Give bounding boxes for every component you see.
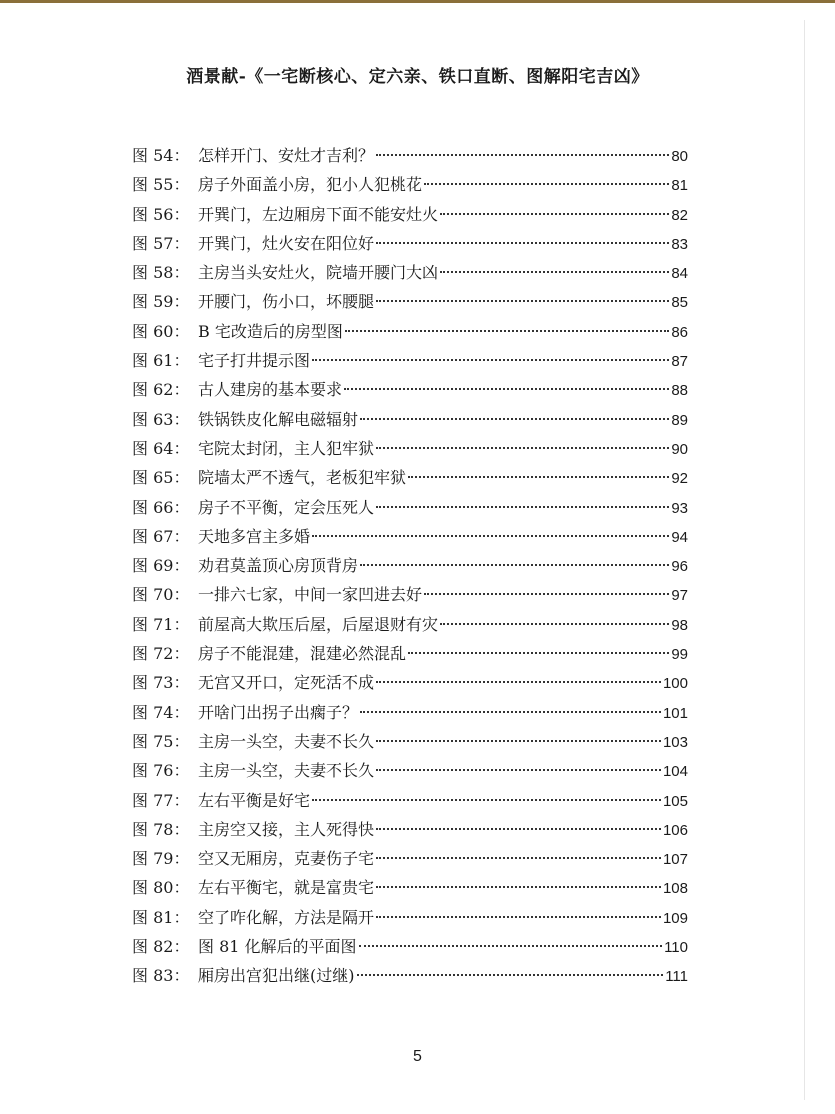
toc-entry-title: 空又无厢房，克妻伤子宅 (198, 849, 375, 869)
toc-dot-leader (424, 183, 669, 185)
toc-entry[interactable] (132, 375, 688, 404)
toc-entry-title: 开巽门，左边厢房下面不能安灶火 (198, 204, 439, 224)
toc-entry-title: 前屋高大欺压后屋，后屋退财有灾 (198, 614, 439, 634)
toc-entry-label: 图 55： (132, 175, 190, 195)
table-of-contents (132, 141, 688, 991)
toc-entry-page: 99 (671, 646, 688, 664)
toc-entry[interactable] (132, 551, 688, 580)
toc-entry-label: 图 67： (132, 526, 190, 546)
toc-entry-page: 98 (671, 616, 688, 634)
toc-entry-label: 图 74： (132, 702, 190, 722)
toc-entry[interactable] (132, 698, 688, 727)
toc-entry-title: 开巽门，灶火安在阳位好 (198, 233, 375, 253)
toc-entry-title: 主房当头安灶火，院墙开腰门大凶 (198, 263, 439, 283)
toc-entry-label: 图 75： (132, 731, 190, 751)
toc-entry-page: 105 (662, 792, 688, 810)
toc-entry-title: 主房一头空，夫妻不长久 (198, 761, 375, 781)
toc-entry-page: 82 (671, 206, 688, 224)
toc-entry-title: 铁锅铁皮化解电磁辐射 (198, 409, 359, 429)
toc-entry-title: 古人建房的基本要求 (198, 380, 343, 400)
toc-entry[interactable] (132, 815, 688, 844)
toc-entry-page: 110 (664, 939, 688, 957)
toc-entry-page: 80 (671, 148, 688, 165)
toc-dot-leader (440, 213, 669, 215)
toc-entry[interactable] (132, 317, 688, 346)
toc-entry[interactable] (132, 200, 688, 229)
toc-entry-page: 89 (671, 411, 688, 429)
toc-entry-label: 图 77： (132, 790, 190, 810)
toc-entry[interactable] (132, 141, 688, 170)
toc-dot-leader (376, 769, 661, 771)
toc-entry[interactable] (132, 932, 688, 961)
toc-entry[interactable] (132, 170, 688, 199)
toc-entry-label: 图 78： (132, 819, 190, 839)
page-number: 5 (413, 1048, 422, 1065)
toc-dot-leader (376, 740, 661, 742)
toc-entry[interactable] (132, 258, 688, 287)
toc-dot-leader (376, 828, 661, 830)
toc-entry-title: 主房空又接，主人死得快 (198, 819, 375, 839)
toc-entry-page: 104 (662, 763, 688, 781)
toc-entry-title: 怎样开门、安灶才吉利？ (198, 146, 375, 165)
toc-dot-leader (440, 271, 669, 273)
page-edge-shadow (804, 20, 805, 1100)
toc-entry[interactable] (132, 873, 688, 902)
toc-entry[interactable] (132, 463, 688, 492)
toc-entry-page: 84 (671, 265, 688, 283)
toc-entry-page: 93 (671, 499, 688, 517)
toc-entry-page: 107 (662, 851, 688, 869)
toc-dot-leader (376, 916, 661, 918)
toc-entry-label: 图 72： (132, 644, 190, 664)
toc-entry-title: 图 81 化解后的平面图 (198, 937, 357, 957)
toc-dot-leader (357, 974, 664, 976)
toc-dot-leader (376, 681, 661, 683)
toc-entry-label: 图 60： (132, 321, 190, 341)
toc-entry[interactable] (132, 287, 688, 316)
toc-entry-page: 83 (671, 235, 688, 253)
toc-entry-label: 图 62： (132, 380, 190, 400)
toc-dot-leader (360, 711, 661, 713)
toc-entry-label: 图 79： (132, 849, 190, 869)
toc-entry-label: 图 57： (132, 233, 190, 253)
toc-entry[interactable] (132, 434, 688, 463)
toc-entry[interactable] (132, 786, 688, 815)
toc-entry-title: 开腰门，伤小口，坏腰腿 (198, 292, 375, 312)
toc-dot-leader (376, 154, 669, 156)
toc-dot-leader (312, 359, 669, 361)
toc-entry[interactable] (132, 346, 688, 375)
toc-entry-title: 空了咋化解，方法是隔开 (198, 907, 375, 927)
toc-entry-title: 无宫又开口，定死活不成 (198, 673, 375, 693)
toc-dot-leader (440, 623, 669, 625)
toc-entry-title: 宅院太封闭，主人犯牢狱 (198, 438, 375, 458)
toc-entry-label: 图 80： (132, 878, 190, 898)
toc-dot-leader (360, 564, 669, 566)
toc-entry[interactable] (132, 610, 688, 639)
toc-entry-title: 天地多宫主多婚 (198, 526, 311, 546)
toc-dot-leader (408, 476, 669, 478)
toc-entry-page: 111 (665, 968, 688, 986)
toc-entry[interactable] (132, 639, 688, 668)
toc-dot-leader (345, 330, 669, 332)
toc-dot-leader (376, 886, 661, 888)
toc-entry-title: 左右平衡是好宅 (198, 790, 311, 810)
toc-entry-page: 88 (671, 382, 688, 400)
toc-entry-label: 图 81： (132, 907, 190, 927)
toc-entry[interactable] (132, 844, 688, 873)
toc-entry-title: 厢房出宫犯出继(过继) (198, 966, 355, 986)
toc-entry-title: 院墙太严不透气，老板犯牢狱 (198, 468, 407, 488)
toc-entry-page: 106 (662, 821, 688, 839)
toc-entry-page: 92 (671, 470, 688, 488)
toc-entry-title: 房子外面盖小房，犯小人犯桃花 (198, 175, 423, 195)
top-border-rule (0, 0, 835, 3)
toc-entry-page: 109 (662, 909, 688, 927)
toc-entry[interactable] (132, 903, 688, 932)
toc-entry-title: 房子不能混建，混建必然混乱 (198, 644, 407, 664)
toc-entry-label: 图 65： (132, 468, 190, 488)
toc-entry-title: 左右平衡宅，就是富贵宅 (198, 878, 375, 898)
toc-entry-page: 96 (671, 558, 688, 576)
toc-entry-page: 87 (671, 353, 688, 371)
toc-dot-leader (312, 799, 661, 801)
toc-entry-title: 主房一头空，夫妻不长久 (198, 731, 375, 751)
toc-dot-leader (312, 535, 669, 537)
toc-entry-label: 图 63： (132, 409, 190, 429)
toc-entry-page: 86 (671, 323, 688, 341)
toc-entry-label: 图 59： (132, 292, 190, 312)
toc-entry-label: 图 66： (132, 497, 190, 517)
toc-entry-label: 图 58： (132, 263, 190, 283)
toc-entry[interactable] (132, 756, 688, 785)
toc-dot-leader (344, 388, 669, 390)
toc-entry-page: 100 (662, 675, 688, 693)
toc-entry[interactable] (132, 580, 688, 609)
toc-entry-label: 图 82： (132, 937, 190, 957)
toc-entry[interactable] (132, 522, 688, 551)
toc-dot-leader (424, 593, 669, 595)
toc-entry-label: 图 83： (132, 966, 190, 986)
toc-dot-leader (376, 506, 669, 508)
toc-entry-label: 图 54： (132, 146, 190, 165)
toc-entry-label: 图 73： (132, 673, 190, 693)
toc-entry-title: 宅子打井提示图 (198, 351, 311, 371)
toc-dot-leader (408, 652, 669, 654)
toc-dot-leader (359, 945, 663, 947)
toc-dot-leader (376, 857, 661, 859)
toc-entry[interactable] (132, 961, 688, 990)
toc-entry-title: 一排六七家，中间一家凹进去好 (198, 585, 423, 605)
toc-entry-label: 图 70： (132, 585, 190, 605)
toc-dot-leader (376, 447, 669, 449)
toc-dot-leader (360, 418, 669, 420)
toc-entry-label: 图 76： (132, 761, 190, 781)
toc-entry-label: 图 69： (132, 556, 190, 576)
toc-entry-page: 97 (671, 587, 688, 605)
page-header-title: 酒景献-《一宅断核心、定六亲、铁口直断、图解阳宅吉凶》 (186, 67, 649, 87)
toc-entry[interactable] (132, 668, 688, 697)
toc-entry[interactable] (132, 727, 688, 756)
toc-entry-title: 劝君莫盖顶心房顶背房 (198, 556, 359, 576)
toc-dot-leader (376, 300, 669, 302)
toc-entry-title: 开啥门出拐子出瘸子？ (198, 702, 359, 722)
toc-entry[interactable] (132, 405, 688, 434)
toc-entry-label: 图 64： (132, 438, 190, 458)
toc-entry[interactable] (132, 493, 688, 522)
toc-entry-title: 房子不平衡，定会压死人 (198, 497, 375, 517)
toc-entry-title: B 宅改造后的房型图 (198, 321, 343, 341)
toc-entry-page: 81 (671, 177, 688, 195)
toc-entry-label: 图 71： (132, 614, 190, 634)
toc-entry[interactable] (132, 229, 688, 258)
toc-entry-label: 图 61： (132, 351, 190, 371)
toc-entry-page: 108 (662, 880, 688, 898)
toc-dot-leader (376, 242, 669, 244)
toc-entry-page: 101 (662, 704, 688, 722)
toc-entry-page: 90 (671, 440, 688, 458)
toc-entry-page: 94 (671, 528, 688, 546)
toc-entry-label: 图 56： (132, 204, 190, 224)
toc-entry-page: 103 (662, 733, 688, 751)
toc-entry-page: 85 (671, 294, 688, 312)
